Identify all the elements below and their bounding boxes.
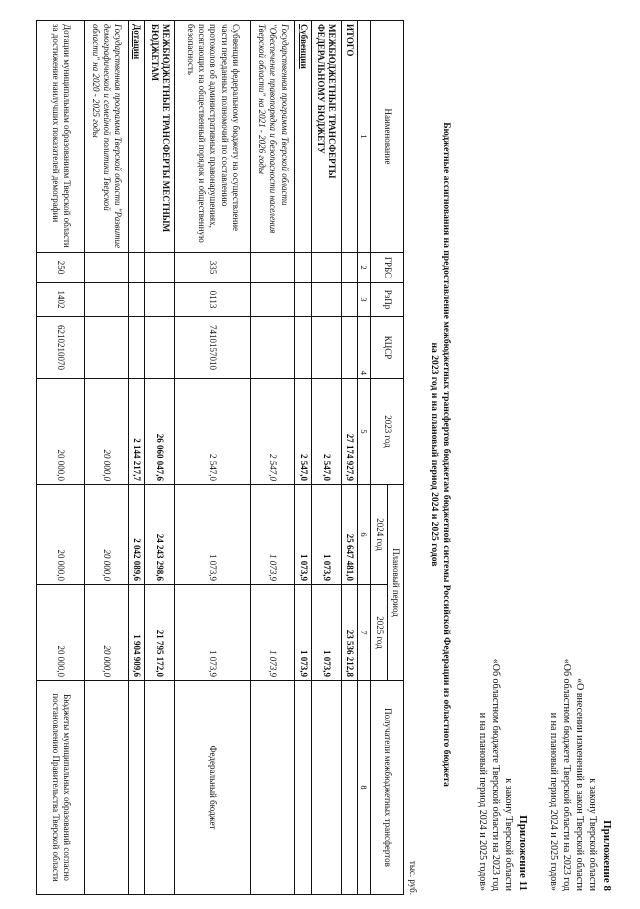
row-grbs — [145, 253, 175, 283]
row-2024: 24 243 298,6 — [145, 485, 175, 585]
title-line-1: Бюджетные ассигнования на предоставление межбюджетных трансфертов бюджетам бюджетной системы Российской Федерации из областного бюджета — [441, 122, 452, 787]
row-name: Государственная программа Тверской области "Развитие демографической и семейной политики Тверской области" на 2020 - 2025 годы — [85, 21, 129, 253]
appendix-11-line: к закону Тверской области — [503, 778, 515, 891]
title-line-2: на 2023 год и на плановый период 2024 и 2025 годов — [428, 342, 440, 567]
row-rzpr: 1402 — [37, 283, 85, 317]
row-2024: 1 073,9 — [175, 485, 251, 585]
column-index: 3 — [357, 283, 371, 317]
row-recipients — [311, 681, 341, 895]
row-2024: 1 073,9 — [251, 485, 295, 585]
row-kcsr — [311, 317, 341, 379]
table-row — [295, 21, 311, 895]
row-grbs — [295, 253, 311, 283]
row-grbs — [311, 253, 341, 283]
col-header-2024: 2024 год — [371, 485, 387, 585]
column-index: 6 — [357, 485, 371, 585]
row-2025: 1 073,9 — [295, 585, 311, 681]
appendix-11-header — [476, 659, 530, 891]
row-recipients: Федеральный бюджет — [175, 681, 251, 895]
col-header-2023: 2023 год — [371, 379, 404, 485]
row-2024: 25 647 481,0 — [341, 485, 357, 585]
row-rzpr — [251, 283, 295, 317]
row-kcsr: 6210210070 — [37, 317, 85, 379]
col-header-recipients: Получатели межбюджетных трансфертов — [371, 681, 404, 895]
row-recipients — [85, 681, 129, 895]
col-header-2025: 2025 год — [371, 585, 387, 681]
row-2025: 20 000,0 — [37, 585, 85, 681]
row-2024: 1 073,9 — [311, 485, 341, 585]
row-2024: 1 073,9 — [295, 485, 311, 585]
row-2024: 20 000,0 — [37, 485, 85, 585]
row-name: Дотации муниципальным образованиям Тверской области за достижение наилучших показателей демографии — [37, 21, 85, 253]
unit-label: тыс. руб. — [408, 860, 418, 895]
row-recipients — [145, 681, 175, 895]
row-rzpr — [341, 283, 357, 317]
row-name: Субвенции федеральному бюджету на осуществление части переданных полномочий по составлению протоколов об административных правонарушениях, посягающих на общественный порядок и общественную безопасность — [175, 21, 251, 253]
row-2023: 27 174 927,9 — [341, 379, 357, 485]
column-index: 5 — [357, 379, 371, 485]
col-header-name: Наименование — [371, 21, 404, 253]
row-grbs — [341, 253, 357, 283]
row-2023: 20 000,0 — [37, 379, 85, 485]
row-name: МЕЖБЮДЖЕТНЫЕ ТРАНСФЕРТЫ ФЕДЕРАЛЬНОМУ БЮДЖЕТУ — [311, 21, 341, 253]
row-2023: 2 547,0 — [295, 379, 311, 485]
transfers-table — [36, 20, 404, 895]
column-index: 8 — [357, 681, 371, 895]
appendix-11-heading: Приложение 11 — [517, 815, 529, 891]
row-2025: 23 536 212,8 — [341, 585, 357, 681]
column-index: 1 — [357, 21, 371, 253]
row-kcsr: 7410157010 — [175, 317, 251, 379]
row-2024: 20 000,0 — [85, 485, 129, 585]
row-2023: 2 547,0 — [175, 379, 251, 485]
row-2025: 1 073,9 — [311, 585, 341, 681]
row-2023: 2 144 217,7 — [129, 379, 145, 485]
document-title — [427, 0, 452, 909]
row-2023: 2 547,0 — [251, 379, 295, 485]
row-name: МЕЖБЮДЖЕТНЫЕ ТРАНСФЕРТЫ МЕСТНЫМ БЮДЖЕТАМ — [145, 21, 175, 253]
col-header-rzpr: РзПр — [371, 283, 404, 317]
column-index-row — [357, 21, 371, 895]
row-2025: 21 795 172,0 — [145, 585, 175, 681]
row-kcsr — [341, 317, 357, 379]
row-name: Дотации — [129, 21, 145, 253]
row-rzpr — [85, 283, 129, 317]
row-recipients — [295, 681, 311, 895]
table-row — [37, 21, 85, 895]
row-grbs: 250 — [37, 253, 85, 283]
row-rzpr: 0113 — [175, 283, 251, 317]
appendix-8-line: «О внесении изменений в закон Тверской области — [574, 678, 586, 891]
row-kcsr — [145, 317, 175, 379]
row-rzpr — [311, 283, 341, 317]
column-index: 7 — [357, 585, 371, 681]
table-row — [129, 21, 145, 895]
row-recipients — [129, 681, 145, 895]
table-row-total — [341, 21, 357, 895]
row-2025: 1 073,9 — [251, 585, 295, 681]
column-index: 2 — [357, 253, 371, 283]
row-kcsr — [129, 317, 145, 379]
column-index: 4 — [357, 317, 371, 379]
row-2025: 1 073,9 — [175, 585, 251, 681]
row-rzpr — [295, 283, 311, 317]
row-rzpr — [145, 283, 175, 317]
row-kcsr — [295, 317, 311, 379]
appendix-8-header — [547, 659, 614, 891]
header-row — [387, 21, 403, 895]
appendix-8-line: к закону Тверской области — [587, 778, 599, 891]
col-header-planned-period: Плановый период — [387, 485, 403, 681]
row-name: Субвенции — [295, 21, 311, 253]
table-row — [251, 21, 295, 895]
row-rzpr — [129, 283, 145, 317]
row-grbs — [251, 253, 295, 283]
col-header-grbs: ГРБС — [371, 253, 404, 283]
row-grbs: 335 — [175, 253, 251, 283]
row-2023: 26 060 047,6 — [145, 379, 175, 485]
appendix-11-line: «Об областном бюджете Тверской области на 2023 год — [490, 658, 502, 891]
col-header-kcsr: КЦСР — [371, 317, 404, 379]
appendix-8-line: «Об областном бюджете Тверской области на 2023 год — [561, 658, 573, 891]
row-kcsr — [85, 317, 129, 379]
table-row — [175, 21, 251, 895]
row-name: ИТОГО — [341, 21, 357, 253]
row-recipients: Бюджеты муниципальных образований согласно постановлению Правительства Тверской области — [37, 681, 85, 895]
row-kcsr — [251, 317, 295, 379]
row-grbs — [129, 253, 145, 283]
appendix-11-line: и на плановый период 2024 и 2025 годов» — [477, 712, 489, 891]
row-recipients — [251, 681, 295, 895]
table-row — [145, 21, 175, 895]
table-row — [311, 21, 341, 895]
appendix-8-line: и на плановый период 2024 и 2025 годов» — [547, 712, 559, 891]
row-2024: 2 042 089,6 — [129, 485, 145, 585]
row-2023: 2 547,0 — [311, 379, 341, 485]
row-recipients — [341, 681, 357, 895]
table-row — [85, 21, 129, 895]
row-grbs — [85, 253, 129, 283]
row-name: Государственная программа Тверской области "Обеспечение правопорядка и безопасности населения Тверской области" на 2021 - 2026 годы — [251, 21, 295, 253]
appendix-8-heading: Приложение 8 — [601, 820, 613, 891]
row-2025: 1 904 909,6 — [129, 585, 145, 681]
row-2025: 20 000,0 — [85, 585, 129, 681]
row-2023: 20 000,0 — [85, 379, 129, 485]
